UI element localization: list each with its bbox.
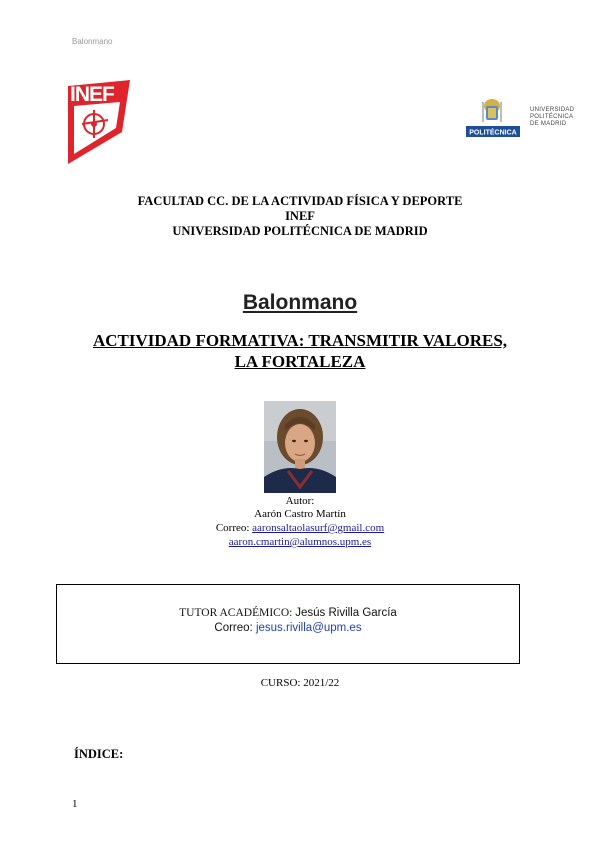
document-title: Balonmano xyxy=(242,291,358,314)
author-name: Aarón Castro Martín xyxy=(254,508,346,520)
tutor-name: Jesús Rivilla García xyxy=(295,607,397,619)
author-email-label: Correo: xyxy=(215,522,253,534)
author-email-link-2[interactable]: aaron.cmartin@alumnos.upm.es xyxy=(228,536,372,548)
tutor-email-row xyxy=(57,621,519,635)
page-number: 1 xyxy=(72,798,78,810)
upm-badge-text: POLITÉCNICA xyxy=(469,129,517,137)
inef-logo xyxy=(66,80,132,164)
document-subtitle xyxy=(60,330,540,372)
subtitle-line-2: LA FORTALEZA xyxy=(234,352,366,371)
upm-side-line-1: UNIVERSIDAD xyxy=(530,107,575,113)
tutor-box xyxy=(56,584,520,664)
upm-side-text xyxy=(530,107,574,128)
institution-line-3: UNIVERSIDAD POLITÉCNICA DE MADRID xyxy=(172,224,428,238)
index-heading: ÍNDICE: xyxy=(74,747,124,761)
author-email-row xyxy=(0,522,600,535)
author-email-link-1[interactable]: aaronsaltaolasurf@gmail.com xyxy=(252,522,385,534)
institution-line-1: FACULTAD CC. DE LA ACTIVIDAD FÍSICA Y DEPORTE xyxy=(137,194,463,208)
author-email-row-2 xyxy=(0,536,600,549)
running-header: Balonmano xyxy=(72,37,113,46)
tutor-line xyxy=(57,606,519,620)
institution-line-2: INEF xyxy=(285,209,315,223)
tutor-label: TUTOR ACADÉMICO: xyxy=(179,607,296,619)
upm-side-line-2: POLITÉCNICA xyxy=(530,114,574,120)
tutor-email-label: Correo: xyxy=(214,622,256,634)
author-photo xyxy=(264,401,336,493)
course-year: CURSO: 2021/22 xyxy=(260,677,340,689)
inef-logo-text: INEF xyxy=(70,83,114,106)
subtitle-line-1: ACTIVIDAD FORMATIVA: TRANSMITIR VALORES, xyxy=(92,331,508,350)
tutor-email-link[interactable]: jesus.rivilla@upm.es xyxy=(255,622,362,634)
upm-side-line-3: DE MADRID xyxy=(530,121,567,127)
author-label: Autor: xyxy=(285,495,315,507)
